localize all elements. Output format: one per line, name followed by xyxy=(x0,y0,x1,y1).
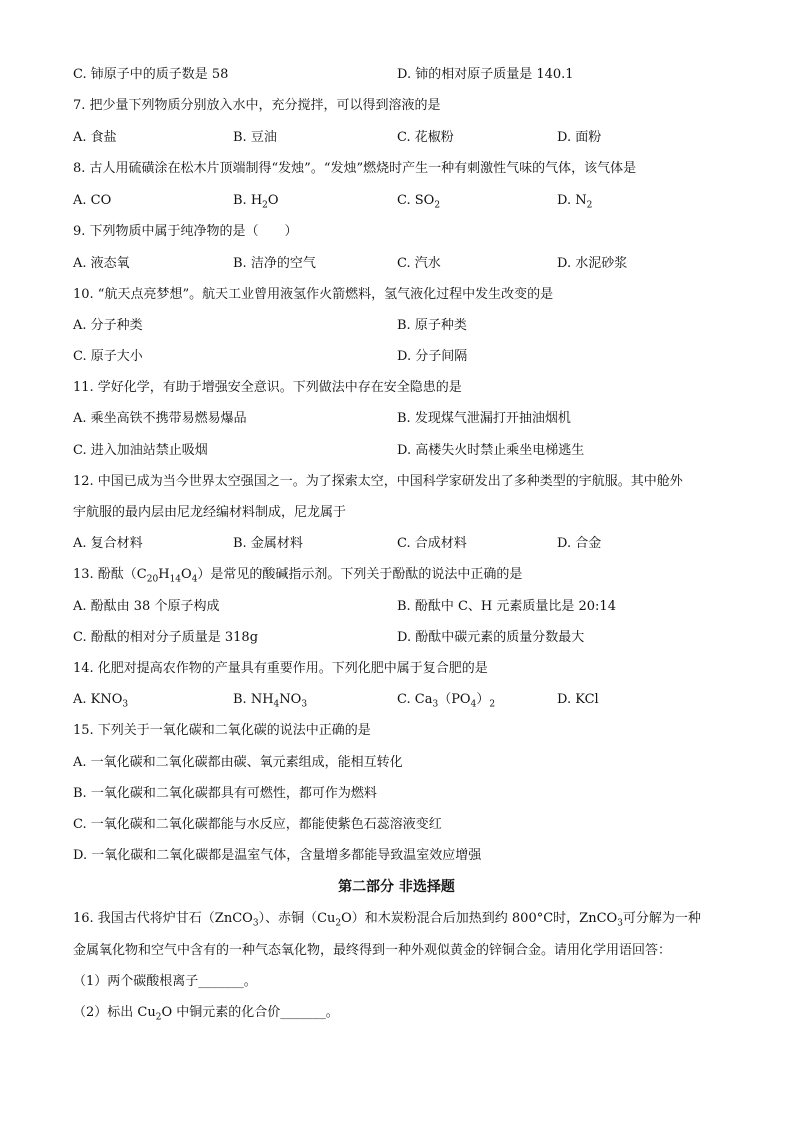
q14-stem: 14. 化肥对提高农作物的产量具有重要作用。下列化肥中属于复合肥的是 xyxy=(73,661,488,676)
q14-option-d: D. KCl xyxy=(557,692,599,707)
q16-part-1: （1）两个碳酸根离子_______。 xyxy=(73,974,257,989)
q14-option-b: B. $NH_4NO_3$ xyxy=(233,692,308,710)
q14-option-a: A. $KNO_3$ xyxy=(73,692,129,710)
q16-stem-line2: 金属氧化物和空气中含有的一种气态氧化物，最终得到一种外观似黄金的锌铜合金。请用化学用语回答： xyxy=(73,943,672,958)
q10-option-a: A. 分子种类 xyxy=(73,318,143,333)
q16-stem-line1: 16. 我国古代将炉甘石（ZnCO$_3$）、赤铜$(Cu_2O)$和木炭粉混合后加热到约 800°C时，ZnCO$_3$可分解为一种 xyxy=(73,911,701,929)
q13-option-d: D. 酚酞中碳元素的质量分数最大 xyxy=(397,630,585,645)
section-title: 第二部分 非选择题 xyxy=(338,879,455,895)
q12-option-a: A. 复合材料 xyxy=(73,536,143,551)
q13-option-a: A. 酚酞由 38 个原子构成 xyxy=(73,599,220,614)
q12-stem-line2: 宇航服的最内层由尼龙经编材料制成，尼龙属于 xyxy=(73,505,347,520)
q9-option-c: C. 汽水 xyxy=(397,256,441,271)
q9-option-a: A. 液态氧 xyxy=(73,256,130,271)
q6-option-d: D. 铈的相对原子质量是 140.1 xyxy=(397,67,574,82)
q15-stem: 15. 下列关于一氧化碳和二氧化碳的说法中正确的是 xyxy=(73,723,371,738)
q10-option-d: D. 分子间隔 xyxy=(397,349,468,364)
q11-option-b: B. 发现煤气泄漏打开抽油烟机 xyxy=(397,411,571,426)
q6-option-c: C. 铈原子中的质子数是 58 xyxy=(73,67,229,82)
q14-option-c: C. $Ca_3(PO_4)_2$ xyxy=(397,692,496,710)
q8-option-c: C. $SO_2$ xyxy=(397,193,441,211)
q11-option-a: A. 乘坐高铁不携带易燃易爆品 xyxy=(73,411,247,426)
q12-option-b: B. 金属材料 xyxy=(233,536,303,551)
q13-stem: 13. 酚酞$(C_{20}H_{14}O_4)$是常见的酸碱指示剂。下列关于酚酞的说法中正确的是 xyxy=(73,567,523,585)
q8-option-d: D. $N_2$ xyxy=(557,193,593,211)
q10-option-c: C. 原子大小 xyxy=(73,349,143,364)
q15-option-d: D. 一氧化碳和二氧化碳都是温室气体，含量增多都能导致温室效应增强 xyxy=(73,848,482,863)
q12-option-d: D. 合金 xyxy=(557,536,602,551)
q9-option-d: D. 水泥砂浆 xyxy=(557,256,628,271)
q15-option-c: C. 一氧化碳和二氧化碳都能与水反应，都能使紫色石蕊溶液变红 xyxy=(73,817,442,832)
q12-stem-line1: 12. 中国已成为当今世界太空强国之一。为了探索太空，中国科学家研发出了多种类型的宇航服。其中舱外 xyxy=(73,474,683,489)
q7-option-a: A. 食盐 xyxy=(73,130,117,145)
q11-option-c: C. 进入加油站禁止吸烟 xyxy=(73,443,208,458)
q13-option-b: B. 酚酞中 C、H 元素质量比是 20:14 xyxy=(397,599,616,614)
q11-option-d: D. 高楼失火时禁止乘坐电梯逃生 xyxy=(397,443,585,458)
q15-option-b: B. 一氧化碳和二氧化碳都具有可燃性，都可作为燃料 xyxy=(73,786,377,801)
q8-option-b: B. $H_2O$ xyxy=(233,193,279,211)
q9-option-b: B. 洁净的空气 xyxy=(233,256,316,271)
q11-stem: 11. 学好化学，有助于增强安全意识。下列做法中存在安全隐患的是 xyxy=(73,380,462,395)
q7-option-d: D. 面粉 xyxy=(557,130,602,145)
q10-option-b: B. 原子种类 xyxy=(397,318,467,333)
q15-option-a: A. 一氧化碳和二氧化碳都由碳、氧元素组成，能相互转化 xyxy=(73,755,403,770)
q7-stem: 7. 把少量下列物质分别放入水中，充分搅拌，可以得到溶液的是 xyxy=(73,98,441,113)
q7-option-b: B. 豆油 xyxy=(233,130,277,145)
q13-option-c: C. 酚酞的相对分子质量是 318g xyxy=(73,630,259,645)
q7-option-c: C. 花椒粉 xyxy=(397,130,454,145)
q16-part-2: （2）标出 $Cu_2O$ 中铜元素的化合价_______。 xyxy=(73,1005,339,1023)
q9-stem: 9. 下列物质中属于纯净物的是（ ） xyxy=(73,224,298,239)
q10-stem: 10. “航天点亮梦想”。航天工业曾用液氢作火箭燃料，氢气液化过程中发生改变的是 xyxy=(73,287,554,302)
q8-stem: 8. 古人用硫磺涂在松木片顶端制得“发烛”。“发烛”燃烧时产生一种有刺激性气味的气体，该气体是 xyxy=(73,161,637,176)
q12-option-c: C. 合成材料 xyxy=(397,536,467,551)
q8-option-a: A. CO xyxy=(73,193,112,208)
